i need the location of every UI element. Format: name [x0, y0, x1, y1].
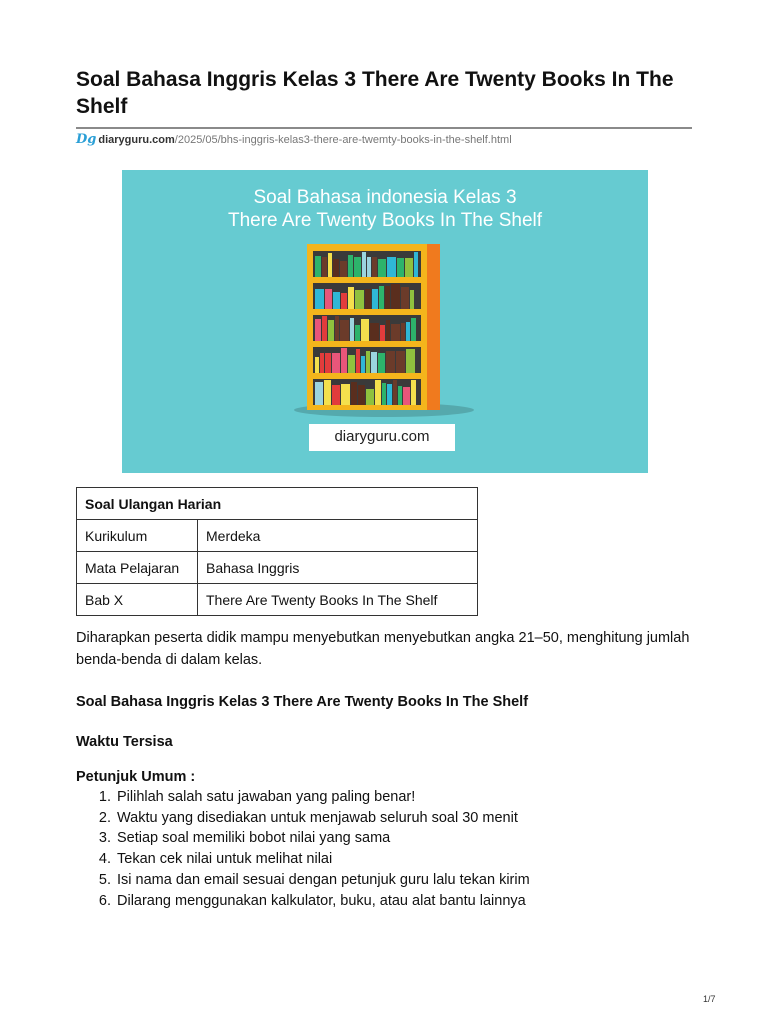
book — [341, 293, 347, 309]
source-path: /2025/05/bhs-inggris-kelas3-there-are-twemty-books-in-the-shelf.html — [174, 134, 512, 146]
hero-brand: diaryguru.com — [334, 428, 430, 445]
table-row — [77, 552, 478, 584]
book — [324, 380, 331, 405]
book — [332, 385, 340, 405]
book — [315, 319, 321, 341]
book — [367, 257, 371, 277]
book — [410, 290, 414, 309]
book — [322, 257, 327, 277]
book — [406, 349, 415, 373]
book — [341, 348, 347, 373]
book — [375, 380, 381, 405]
book — [325, 353, 331, 373]
book — [366, 389, 374, 405]
list-item: 4. Tekan cek nilai untuk melihat nilai — [115, 849, 715, 870]
book — [328, 320, 334, 341]
book — [366, 351, 370, 373]
book — [385, 286, 390, 309]
book — [382, 383, 386, 405]
book — [387, 384, 392, 405]
bookshelf-illustration — [292, 242, 482, 422]
book — [401, 287, 409, 309]
source-line — [76, 132, 512, 147]
table-cell-label: Mata Pelajaran — [77, 552, 198, 584]
book — [362, 252, 366, 277]
book — [393, 380, 397, 405]
page-indicator: 1/7 — [703, 994, 716, 1004]
instructions-list — [76, 787, 715, 911]
book — [315, 289, 324, 309]
table-row — [77, 584, 478, 616]
table-row — [77, 520, 478, 552]
source-link[interactable] — [98, 134, 511, 146]
book — [333, 292, 340, 309]
book — [356, 349, 360, 373]
book — [350, 318, 354, 341]
book — [328, 253, 332, 277]
book — [354, 257, 361, 277]
book — [411, 318, 416, 341]
book — [361, 356, 365, 373]
book — [358, 385, 365, 405]
book — [348, 255, 353, 277]
book — [387, 257, 396, 277]
book — [340, 320, 349, 341]
book — [405, 258, 413, 277]
time-remaining-label: Waktu Tersisa — [76, 734, 173, 750]
book — [361, 319, 369, 341]
book — [378, 353, 385, 373]
book — [372, 289, 378, 309]
instructions-title: Petunjuk Umum : — [76, 769, 196, 785]
book — [411, 380, 416, 405]
table-cell-value: Merdeka — [198, 520, 478, 552]
book — [378, 259, 386, 277]
book — [403, 387, 410, 405]
info-table-header-row — [77, 488, 478, 520]
book — [315, 382, 323, 405]
section-title: Soal Bahasa Inggris Kelas 3 There Are Twenty Books In The Shelf — [76, 694, 529, 710]
site-logo-icon: Dg — [76, 132, 97, 147]
book — [386, 320, 390, 341]
book — [379, 286, 384, 309]
list-item: 1. Pilihlah salah satu jawaban yang paling benar! — [115, 787, 715, 808]
book — [398, 386, 402, 405]
list-item: 5. Isi nama dan email sesuai dengan petunjuk guru lalu tekan kirim — [115, 870, 715, 891]
hero-image — [122, 170, 648, 473]
book — [370, 323, 379, 341]
book — [351, 382, 357, 405]
book — [406, 322, 410, 341]
book — [348, 355, 355, 373]
table-cell-label: Kurikulum — [77, 520, 198, 552]
book — [372, 257, 377, 277]
book — [365, 289, 371, 309]
hero-title-line-2: There Are Twenty Books In The Shelf — [227, 210, 543, 231]
book — [332, 353, 340, 373]
table-cell-value: There Are Twenty Books In The Shelf — [198, 584, 478, 616]
book — [391, 284, 400, 309]
book — [380, 325, 385, 341]
book — [333, 259, 339, 277]
title-divider — [76, 127, 692, 129]
source-domain: diaryguru.com — [98, 134, 175, 146]
book — [391, 324, 400, 341]
table-cell-value: Bahasa Inggris — [198, 552, 478, 584]
book — [341, 384, 350, 405]
book — [322, 316, 327, 341]
brand-box — [309, 424, 455, 451]
book — [396, 351, 405, 373]
book — [315, 357, 319, 373]
book — [371, 352, 377, 373]
book — [355, 290, 364, 309]
book — [315, 256, 321, 277]
info-table-header: Soal Ulangan Harian — [77, 488, 478, 520]
page-title: Soal Bahasa Inggris Kelas 3 There Are Twenty Books In The Shelf — [76, 68, 674, 118]
intro-paragraph: Diharapkan peserta didik mampu menyebutkan menyebutkan angka 21–50, menghitung jumlah benda-benda di dalam kelas. — [76, 630, 690, 668]
book — [414, 252, 418, 277]
book — [397, 258, 404, 277]
list-item: 2. Waktu yang disediakan untuk menjawab seluruh soal 30 menit — [115, 808, 715, 829]
book — [348, 287, 354, 309]
book — [340, 261, 347, 277]
book — [386, 351, 395, 373]
book — [320, 353, 324, 373]
list-item: 3. Setiap soal memiliki bobot nilai yang sama — [115, 828, 715, 849]
book — [325, 289, 332, 309]
table-cell-label: Bab X — [77, 584, 198, 616]
info-table — [76, 487, 478, 616]
list-item: 6. Dilarang menggunakan kalkulator, buku, atau alat bantu lainnya — [115, 891, 715, 912]
book — [355, 325, 360, 341]
book — [401, 323, 405, 341]
book — [335, 316, 339, 341]
hero-title-line-1: Soal Bahasa indonesia Kelas 3 — [253, 187, 517, 208]
